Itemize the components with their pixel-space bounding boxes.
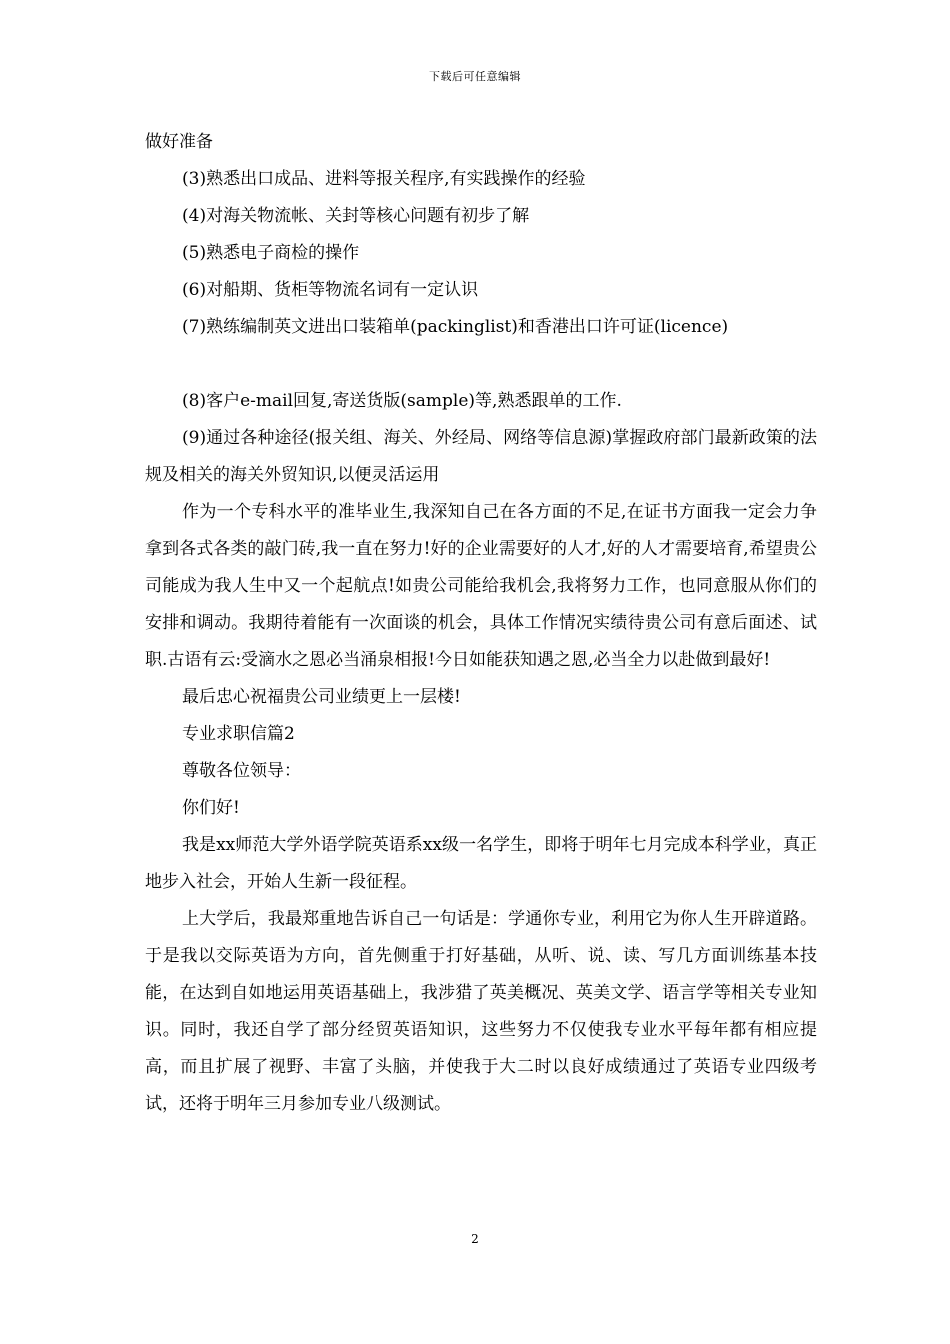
section-title: 专业求职信篇2: [182, 724, 295, 744]
list-item: (4)对海关物流帐、关封等核心问题有初步了解: [182, 206, 530, 226]
list-item: (3)熟悉出口成品、进料等报关程序,有实践操作的经验: [182, 169, 586, 189]
page-number: 2: [471, 1232, 479, 1246]
list-item: (9)通过各种途径(报关组、海关、外经局、网络等信息源)掌握政府部门最新政策的法规及相关的海关外贸知识,以便灵活运用: [145, 428, 817, 485]
paragraph: 最后忠心祝福贵公司业绩更上一层楼!: [182, 687, 461, 707]
paragraph: 我是xx师范大学外语学院英语系xx级一名学生，即将于明年七月完成本科学业，真正地步入社会，开始人生新一段征程。: [145, 835, 817, 892]
page-header: 下载后可任意编辑: [429, 70, 521, 83]
paragraph: 上大学后，我最郑重地告诉自己一句话是：学通你专业，利用它为你人生开辟道路。于是我以交际英语为方向，首先侧重于打好基础，从听、说、读、写几方面训练基本技能，在达到自如地运用英语基础上，我涉猎了英美概况、英美文学、语言学等相关专业知识。同时，我还自学了部分经贸英语知识，这些努力不仅使我专业水平每年都有相应提高，而且扩展了视野、丰富了头脑，并使我于大二时以良好成绩通过了英语专业四级考试，还将于明年三月参加专业八级测试。: [145, 909, 817, 1114]
document-body: [145, 124, 817, 1123]
paragraph: 做好准备: [145, 132, 213, 152]
list-item: (5)熟悉电子商检的操作: [182, 243, 360, 263]
salutation: 尊敬各位领导：: [182, 761, 301, 781]
greeting: 你们好!: [182, 798, 240, 818]
list-item: (7)熟练编制英文进出口装箱单(packinglist)和香港出口许可证(licence): [182, 317, 729, 337]
list-item: (8)客户e-mail回复,寄送货版(sample)等,熟悉跟单的工作.: [182, 391, 622, 411]
list-item: (6)对船期、货柜等物流名词有一定认识: [182, 280, 479, 300]
blank-line: [145, 346, 817, 383]
paragraph: 作为一个专科水平的准毕业生,我深知自己在各方面的不足,在证书方面我一定会力争拿到各式各类的敲门砖,我一直在努力!好的企业需要好的人才,好的人才需要培育,希望贵公司能成为我人生中又一个起航点!如贵公司能给我机会,我将努力工作，也同意服从你们的安排和调动。我期待着能有一次面谈的机会，具体工作情况实绩待贵公司有意后面述、试职.古语有云:受滴水之恩必当涌泉相报!今日如能获知遇之恩,必当全力以赴做到最好!: [145, 502, 817, 670]
